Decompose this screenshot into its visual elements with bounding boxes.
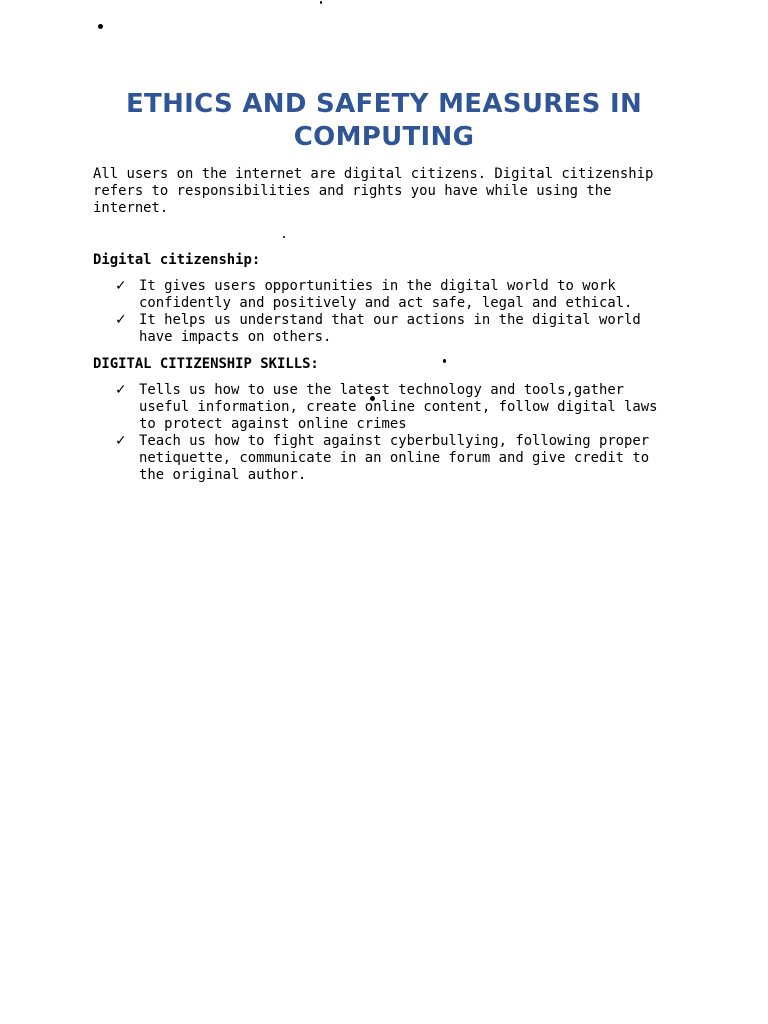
check-mark-icon: ✓ — [115, 312, 127, 328]
list-item — [93, 278, 675, 312]
check-mark-icon: ✓ — [115, 278, 127, 294]
digital-citizenship-skills-list — [93, 382, 675, 484]
digital-citizenship-list — [93, 278, 675, 346]
section-heading-digital-citizenship: Digital citizenship: — [93, 252, 261, 268]
intro-paragraph: All users on the internet are digital citizens. Digital citizenship refers to responsibilities and rights you have while using the internet. — [93, 166, 654, 216]
list-item — [93, 312, 675, 346]
list-item — [93, 433, 675, 484]
list-item-text: Teach us how to fight against cyberbullying, following proper netiquette, communicate in an online forum and give credit to the original author. — [139, 433, 650, 483]
list-item-text: It helps us understand that our actions in the digital world have impacts on others. — [139, 312, 641, 345]
section-heading-digital-citizenship-skills: DIGITAL CITIZENSHIP SKILLS: — [93, 356, 319, 372]
check-mark-icon: ✓ — [115, 382, 127, 398]
document-title: ETHICS AND SAFETY MEASURES IN COMPUTING — [125, 89, 643, 152]
list-item-text: Tells us how to use the latest technology and tools,gather useful information, create online content, follow digital laws to protect against online crimes — [139, 382, 658, 432]
document-page — [93, 88, 675, 484]
stray-mark — [98, 24, 103, 29]
list-item-text: It gives users opportunities in the digital world to work confidently and positively and act safe, legal and ethical. — [139, 278, 633, 311]
check-mark-icon: ✓ — [115, 433, 127, 449]
stray-mark — [320, 1, 322, 4]
list-item — [93, 382, 675, 433]
